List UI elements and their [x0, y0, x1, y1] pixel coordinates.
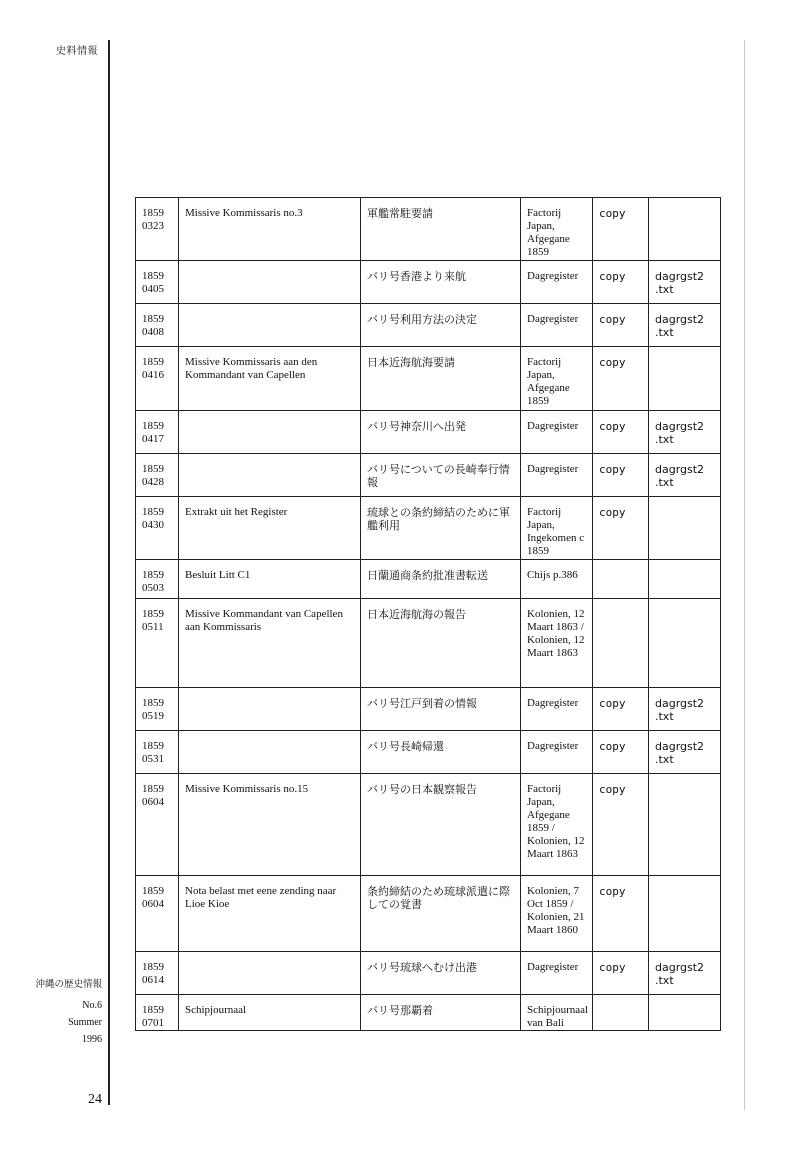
summary-cell — [361, 304, 521, 347]
file-cell — [649, 261, 721, 304]
copy-cell — [593, 688, 649, 731]
source-text: Kolonien, 7 Oct 1859 / Kolonien, 21 Maart 1860 — [527, 885, 585, 936]
table-row — [136, 560, 721, 599]
source-cell — [521, 995, 593, 1031]
copy-flag: copy — [599, 207, 626, 220]
source-text: Factorij Japan, Afgegane 1859 — [527, 207, 570, 258]
issue-season: Summer — [68, 1017, 102, 1028]
date-year: 1859 — [142, 783, 164, 795]
source-cell — [521, 731, 593, 774]
date-month-day: 0604 — [142, 898, 164, 910]
date-year: 1859 — [142, 697, 164, 709]
section-label: 史料情報 — [56, 46, 98, 57]
source-cell — [521, 952, 593, 995]
document-title-cell — [179, 774, 361, 876]
date-month-day: 0323 — [142, 220, 164, 232]
date-cell — [136, 304, 179, 347]
source-text: Factorij Japan, Afgegane 1859 — [527, 356, 570, 407]
document-title-cell — [179, 198, 361, 261]
summary-cell — [361, 347, 521, 411]
date-cell — [136, 995, 179, 1031]
document-title-cell — [179, 952, 361, 995]
document-title: Missive Kommissaris no.3 — [185, 207, 303, 219]
document-title: Nota belast met eene zending naar Lioe Kioe — [185, 885, 337, 910]
source-text: Dagregister — [527, 270, 579, 282]
table-row — [136, 198, 721, 261]
file-cell — [649, 876, 721, 952]
copy-cell — [593, 261, 649, 304]
source-cell — [521, 411, 593, 454]
copy-cell — [593, 454, 649, 497]
date-cell — [136, 952, 179, 995]
date-year: 1859 — [142, 1004, 164, 1016]
document-title: Besluit Litt C1 — [185, 569, 251, 581]
document-title-cell — [179, 411, 361, 454]
date-month-day: 0614 — [142, 974, 164, 986]
file-cell — [649, 688, 721, 731]
source-cell — [521, 454, 593, 497]
date-cell — [136, 497, 179, 560]
document-title-cell — [179, 304, 361, 347]
date-month-day: 0430 — [142, 519, 164, 531]
summary-text: バリ号香港より来航 — [367, 270, 466, 283]
document-title: Missive Kommissaris aan den Kommandant van Capellen — [185, 356, 318, 381]
document-title-cell — [179, 347, 361, 411]
source-cell — [521, 774, 593, 876]
summary-cell — [361, 497, 521, 560]
source-text: Schipjournaal van Bali — [527, 1004, 589, 1029]
page-number: 24 — [88, 1092, 102, 1107]
summary-text: 日本近海航海の報告 — [367, 608, 466, 621]
table-row — [136, 599, 721, 688]
document-title: Extrakt uit het Register — [185, 506, 288, 518]
copy-cell — [593, 599, 649, 688]
document-title: Schipjournaal — [185, 1004, 247, 1016]
date-cell — [136, 454, 179, 497]
document-title: Missive Kommandant van Capellen aan Kommissaris — [185, 608, 343, 633]
date-month-day: 0519 — [142, 710, 164, 722]
document-title-cell — [179, 995, 361, 1031]
copy-flag: copy — [599, 506, 626, 519]
table-row — [136, 731, 721, 774]
copy-flag: copy — [599, 740, 626, 753]
summary-cell — [361, 560, 521, 599]
source-text: Chijs p.386 — [527, 569, 578, 581]
summary-text: バリ号長崎帰還 — [367, 740, 444, 753]
date-month-day: 0417 — [142, 433, 164, 445]
summary-text: バリ号那覇着 — [367, 1004, 433, 1017]
file-name: dagrgst2 .txt — [655, 270, 705, 296]
file-cell — [649, 774, 721, 876]
date-cell — [136, 560, 179, 599]
copy-flag: copy — [599, 313, 626, 326]
summary-cell — [361, 261, 521, 304]
document-title-cell — [179, 560, 361, 599]
source-text: Dagregister — [527, 463, 579, 475]
table-row — [136, 261, 721, 304]
journal-title: 沖縄の歴史情報 — [35, 979, 102, 990]
copy-flag: copy — [599, 270, 626, 283]
copy-cell — [593, 774, 649, 876]
summary-cell — [361, 995, 521, 1031]
summary-cell — [361, 688, 521, 731]
records-table-body — [136, 198, 721, 1031]
date-cell — [136, 774, 179, 876]
document-title-cell — [179, 731, 361, 774]
copy-cell — [593, 198, 649, 261]
date-year: 1859 — [142, 961, 164, 973]
source-cell — [521, 688, 593, 731]
summary-cell — [361, 952, 521, 995]
source-text: Dagregister — [527, 697, 579, 709]
summary-text: バリ号琉球へむけ出港 — [367, 961, 477, 974]
copy-cell — [593, 876, 649, 952]
summary-cell — [361, 774, 521, 876]
file-cell — [649, 731, 721, 774]
summary-text: 条約締結のため琉球派遣に際しての覚書 — [367, 885, 510, 911]
date-year: 1859 — [142, 463, 164, 475]
source-text: Dagregister — [527, 313, 579, 325]
table-row — [136, 411, 721, 454]
date-month-day: 0531 — [142, 753, 164, 765]
table-row — [136, 952, 721, 995]
date-month-day: 0701 — [142, 1017, 164, 1029]
summary-cell — [361, 599, 521, 688]
date-year: 1859 — [142, 569, 164, 581]
date-year: 1859 — [142, 420, 164, 432]
date-year: 1859 — [142, 356, 164, 368]
copy-cell — [593, 411, 649, 454]
file-cell — [649, 454, 721, 497]
date-cell — [136, 876, 179, 952]
date-month-day: 0604 — [142, 796, 164, 808]
document-title-cell — [179, 497, 361, 560]
table-row — [136, 876, 721, 952]
file-cell — [649, 198, 721, 261]
summary-text: 軍艦常駐要請 — [367, 207, 433, 220]
summary-text: バリ号の日本観察報告 — [367, 783, 477, 796]
file-name: dagrgst2 .txt — [655, 697, 705, 723]
table-row — [136, 304, 721, 347]
date-cell — [136, 198, 179, 261]
date-year: 1859 — [142, 740, 164, 752]
copy-flag: copy — [599, 356, 626, 369]
file-cell — [649, 497, 721, 560]
copy-cell — [593, 304, 649, 347]
source-text: Dagregister — [527, 961, 579, 973]
table-row — [136, 497, 721, 560]
summary-cell — [361, 876, 521, 952]
document-title-cell — [179, 688, 361, 731]
date-year: 1859 — [142, 608, 164, 620]
table-row — [136, 688, 721, 731]
summary-text: バリ号神奈川へ出発 — [367, 420, 466, 433]
copy-flag: copy — [599, 885, 626, 898]
date-month-day: 0416 — [142, 369, 164, 381]
document-title-cell — [179, 454, 361, 497]
summary-cell — [361, 454, 521, 497]
margin-rule — [108, 40, 110, 1105]
copy-cell — [593, 347, 649, 411]
date-year: 1859 — [142, 270, 164, 282]
source-cell — [521, 560, 593, 599]
copy-flag: copy — [599, 783, 626, 796]
date-cell — [136, 261, 179, 304]
source-text: Factorij Japan, Ingekomen c 1859 — [527, 506, 585, 557]
table-row — [136, 995, 721, 1031]
date-year: 1859 — [142, 207, 164, 219]
summary-cell — [361, 731, 521, 774]
source-text: Factorij Japan, Afgegane 1859 / Kolonien, 12 Maart 1863 — [527, 783, 585, 860]
copy-cell — [593, 560, 649, 599]
source-cell — [521, 876, 593, 952]
copy-cell — [593, 731, 649, 774]
date-cell — [136, 347, 179, 411]
table-row — [136, 347, 721, 411]
date-year: 1859 — [142, 313, 164, 325]
file-name: dagrgst2 .txt — [655, 740, 705, 766]
date-month-day: 0405 — [142, 283, 164, 295]
date-cell — [136, 599, 179, 688]
date-month-day: 0503 — [142, 582, 164, 594]
file-name: dagrgst2 .txt — [655, 420, 705, 446]
source-cell — [521, 347, 593, 411]
page-edge-line — [744, 40, 745, 1110]
file-cell — [649, 560, 721, 599]
summary-cell — [361, 411, 521, 454]
document-title: Missive Kommissaris no.15 — [185, 783, 309, 795]
file-name: dagrgst2 .txt — [655, 463, 705, 489]
records-table — [135, 197, 721, 1031]
date-cell — [136, 411, 179, 454]
source-cell — [521, 599, 593, 688]
source-text: Dagregister — [527, 420, 579, 432]
file-name: dagrgst2 .txt — [655, 313, 705, 339]
table-row — [136, 454, 721, 497]
source-cell — [521, 261, 593, 304]
file-cell — [649, 411, 721, 454]
summary-text: 琉球との条約締結のために軍艦利用 — [367, 506, 510, 532]
copy-flag: copy — [599, 463, 626, 476]
document-title-cell — [179, 876, 361, 952]
table-row — [136, 774, 721, 876]
file-cell — [649, 599, 721, 688]
document-title-cell — [179, 261, 361, 304]
file-cell — [649, 304, 721, 347]
document-title-cell — [179, 599, 361, 688]
summary-text: 日蘭通商条約批准書転送 — [367, 569, 488, 582]
copy-cell — [593, 497, 649, 560]
summary-text: バリ号江戸到着の情報 — [367, 697, 477, 710]
copy-cell — [593, 952, 649, 995]
source-text: Kolonien, 12 Maart 1863 / Kolonien, 12 Maart 1863 — [527, 608, 585, 659]
date-cell — [136, 688, 179, 731]
source-cell — [521, 497, 593, 560]
file-cell — [649, 995, 721, 1031]
file-cell — [649, 952, 721, 995]
summary-text: 日本近海航海要請 — [367, 356, 455, 369]
copy-flag: copy — [599, 697, 626, 710]
summary-text: バリ号利用方法の決定 — [367, 313, 477, 326]
source-cell — [521, 304, 593, 347]
date-year: 1859 — [142, 885, 164, 897]
summary-text: バリ号についての長崎奉行情報 — [367, 463, 510, 489]
file-cell — [649, 347, 721, 411]
file-name: dagrgst2 .txt — [655, 961, 705, 987]
date-month-day: 0511 — [142, 621, 164, 633]
copy-cell — [593, 995, 649, 1031]
date-year: 1859 — [142, 506, 164, 518]
date-month-day: 0428 — [142, 476, 164, 488]
journal-info — [28, 976, 102, 1048]
date-cell — [136, 731, 179, 774]
issue-year: 1996 — [82, 1034, 102, 1045]
source-text: Dagregister — [527, 740, 579, 752]
copy-flag: copy — [599, 420, 626, 433]
source-cell — [521, 198, 593, 261]
date-month-day: 0408 — [142, 326, 164, 338]
copy-flag: copy — [599, 961, 626, 974]
issue-number: No.6 — [82, 1000, 102, 1011]
summary-cell — [361, 198, 521, 261]
